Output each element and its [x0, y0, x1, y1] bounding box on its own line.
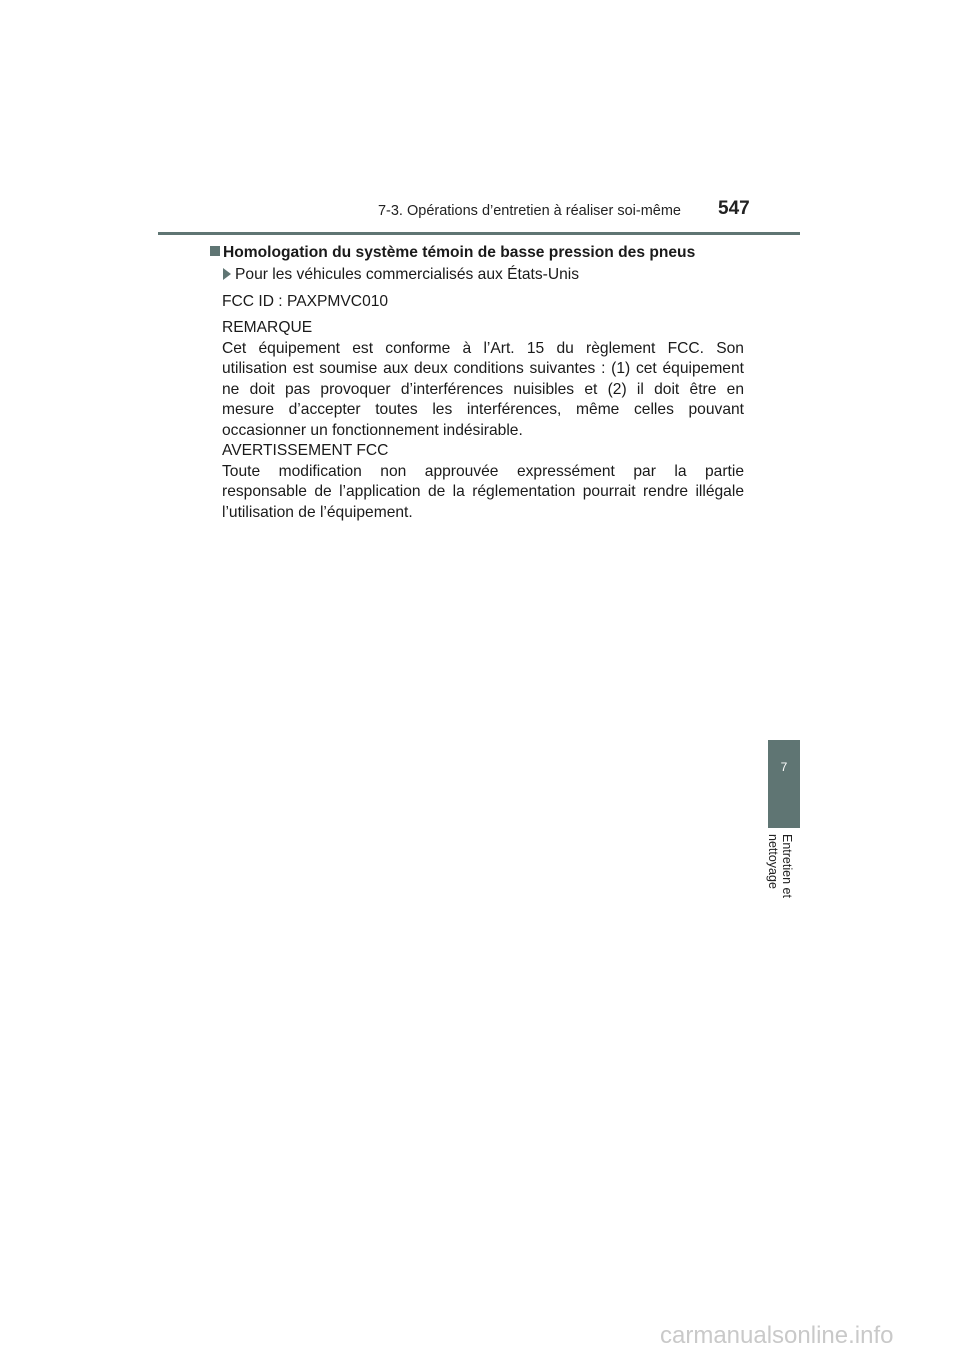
market-bullet [223, 265, 579, 286]
section-heading [210, 243, 770, 264]
square-bullet-icon [210, 246, 220, 256]
market-bullet-text: Pour les véhicules commercialisés aux États-Unis [235, 266, 580, 283]
remarque-block [222, 318, 744, 441]
remarque-line: Cet équipement est conforme à l’Art. 15 du règlement FCC. Son [222, 339, 744, 357]
remarque-title: REMARQUE [222, 319, 313, 336]
section-header: 7-3. Opérations d’entretien à réaliser soi-même [377, 203, 681, 219]
remarque-line: utilisation est soumise aux deux conditions suivantes : (1) cet équipement [222, 360, 744, 377]
avertissement-line: responsable de l’application de la réglementation pourrait rendre illégale [222, 483, 744, 500]
header-rule [158, 232, 800, 235]
triangle-bullet-icon [223, 268, 231, 280]
page-number: 547 [718, 198, 750, 219]
remarque-line: mesure d’accepter toutes les interférences, même celles pouvant [222, 401, 744, 418]
avertissement-title: AVERTISSEMENT FCC [222, 442, 389, 459]
avertissement-line: l’utilisation de l’équipement. [222, 503, 413, 521]
fcc-id: FCC ID : PAXPMVC010 [222, 293, 389, 310]
section-heading-text: Homologation du système témoin de basse pression des pneus [223, 244, 696, 261]
remarque-line: ne doit pas provoquer d’interférences nuisibles et (2) il doit être en [222, 380, 744, 398]
watermark: carmanualsonline.info [660, 1322, 894, 1349]
chapter-tab [768, 740, 800, 828]
chapter-label: Entretien et nettoyage [766, 834, 794, 898]
chapter-number: 7 [780, 760, 788, 774]
avertissement-line: Toute modification non approuvée expressément par la partie [222, 462, 744, 480]
avertissement-block [222, 441, 744, 523]
remarque-line: occasionner un fonctionnement indésirable. [222, 421, 523, 439]
